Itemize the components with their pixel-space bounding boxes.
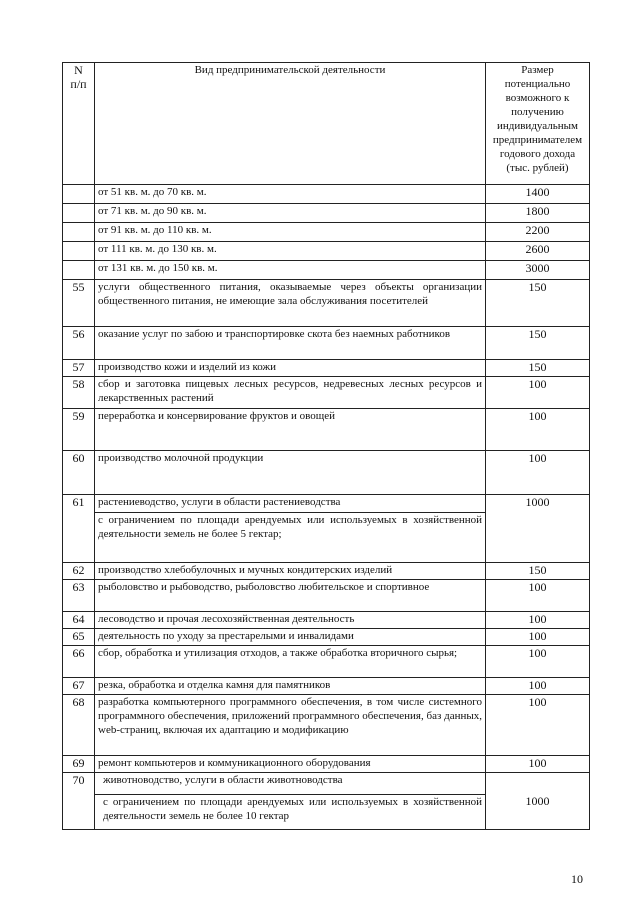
row-number: 55 bbox=[63, 280, 95, 327]
row-income: 100 bbox=[486, 451, 590, 495]
row-activity: животноводство, услуги в области животноводства bbox=[95, 773, 486, 795]
row-number bbox=[63, 261, 95, 280]
row-activity: переработка и консервирование фруктов и овощей bbox=[95, 409, 486, 451]
row-income: 1000 bbox=[486, 773, 590, 830]
table-row bbox=[63, 646, 590, 678]
row-income: 1800 bbox=[486, 204, 590, 223]
row-income: 100 bbox=[486, 756, 590, 773]
activity-table bbox=[62, 62, 590, 830]
row-number: 68 bbox=[63, 695, 95, 756]
row-income: 100 bbox=[486, 695, 590, 756]
table-row bbox=[63, 612, 590, 629]
row-number: 61 bbox=[63, 495, 95, 563]
row-number: 56 bbox=[63, 327, 95, 360]
row-activity: разработка компьютерного программного обеспечения, в том числе системного программного обеспечения, приложений программного обеспечения, баз данных, web-страниц, включая их адаптацию и модификацию bbox=[95, 695, 486, 756]
row-activity: от 111 кв. м. до 130 кв. м. bbox=[95, 242, 486, 261]
row-number bbox=[63, 185, 95, 204]
row-income: 100 bbox=[486, 612, 590, 629]
row-activity: производство кожи и изделий из кожи bbox=[95, 360, 486, 377]
row-activity: резка, обработка и отделка камня для памятников bbox=[95, 678, 486, 695]
row-income: 100 bbox=[486, 580, 590, 612]
table-row bbox=[63, 451, 590, 495]
row-income: 100 bbox=[486, 629, 590, 646]
table-row bbox=[63, 495, 590, 513]
row-activity: сбор, обработка и утилизация отходов, а также обработка вторичного сырья; bbox=[95, 646, 486, 678]
row-income: 100 bbox=[486, 409, 590, 451]
row-income: 150 bbox=[486, 327, 590, 360]
table-row bbox=[63, 409, 590, 451]
row-activity-restriction: с ограничением по площади арендуемых или используемых в хозяйственной деятельности земель не более 10 гектар bbox=[95, 795, 486, 830]
row-income: 1000 bbox=[486, 495, 590, 563]
table-row bbox=[63, 242, 590, 261]
row-activity: от 131 кв. м. до 150 кв. м. bbox=[95, 261, 486, 280]
row-number: 66 bbox=[63, 646, 95, 678]
table-row bbox=[63, 204, 590, 223]
row-number: 60 bbox=[63, 451, 95, 495]
row-activity: от 51 кв. м. до 70 кв. м. bbox=[95, 185, 486, 204]
row-activity-restriction: с ограничением по площади арендуемых или используемых в хозяйственной деятельности земель не более 5 гектар; bbox=[95, 513, 486, 563]
row-number: 62 bbox=[63, 563, 95, 580]
table-row bbox=[63, 223, 590, 242]
row-number: 65 bbox=[63, 629, 95, 646]
row-activity: производство молочной продукции bbox=[95, 451, 486, 495]
row-activity: производство хлебобулочных и мучных кондитерских изделий bbox=[95, 563, 486, 580]
header-number: N п/п bbox=[63, 63, 95, 185]
row-income: 100 bbox=[486, 678, 590, 695]
table-row bbox=[63, 629, 590, 646]
row-activity: сбор и заготовка пищевых лесных ресурсов, недревесных лесных ресурсов и лекарственных растений bbox=[95, 377, 486, 409]
table-row bbox=[63, 695, 590, 756]
row-number: 63 bbox=[63, 580, 95, 612]
row-number: 57 bbox=[63, 360, 95, 377]
header-activity: Вид предпринимательской деятельности bbox=[95, 63, 486, 185]
row-income: 100 bbox=[486, 377, 590, 409]
row-number: 58 bbox=[63, 377, 95, 409]
table-header-row bbox=[63, 63, 590, 185]
row-income: 1400 bbox=[486, 185, 590, 204]
row-number: 70 bbox=[63, 773, 95, 830]
row-income: 100 bbox=[486, 646, 590, 678]
row-number: 59 bbox=[63, 409, 95, 451]
table-row bbox=[63, 280, 590, 327]
row-number bbox=[63, 223, 95, 242]
row-income: 150 bbox=[486, 360, 590, 377]
row-activity: оказание услуг по забою и транспортировке скота без наемных работников bbox=[95, 327, 486, 360]
table-row bbox=[63, 377, 590, 409]
row-activity: деятельность по уходу за престарелыми и инвалидами bbox=[95, 629, 486, 646]
table-row bbox=[63, 327, 590, 360]
row-number bbox=[63, 204, 95, 223]
row-activity: ремонт компьютеров и коммуникационного оборудования bbox=[95, 756, 486, 773]
row-activity: услуги общественного питания, оказываемые через объекты организации общественного питания, не имеющие зала обслуживания посетителей bbox=[95, 280, 486, 327]
row-income: 150 bbox=[486, 563, 590, 580]
table-row bbox=[63, 678, 590, 695]
table-row bbox=[63, 580, 590, 612]
row-number: 64 bbox=[63, 612, 95, 629]
row-income: 3000 bbox=[486, 261, 590, 280]
row-activity: растениеводство, услуги в области растениеводства bbox=[95, 495, 486, 513]
row-activity: от 71 кв. м. до 90 кв. м. bbox=[95, 204, 486, 223]
table-row bbox=[63, 563, 590, 580]
row-activity: рыболовство и рыбоводство, рыболовство любительское и спортивное bbox=[95, 580, 486, 612]
table-row bbox=[63, 261, 590, 280]
row-income: 150 bbox=[486, 280, 590, 327]
row-number: 67 bbox=[63, 678, 95, 695]
table-row bbox=[63, 773, 590, 795]
row-activity: от 91 кв. м. до 110 кв. м. bbox=[95, 223, 486, 242]
row-number bbox=[63, 242, 95, 261]
header-income: Размер потенциально возможного к получению индивидуальным предпринимателем годового дохода (тыс. рублей) bbox=[486, 63, 590, 185]
table-row bbox=[63, 756, 590, 773]
row-activity: лесоводство и прочая лесохозяйственная деятельность bbox=[95, 612, 486, 629]
row-number: 69 bbox=[63, 756, 95, 773]
row-income: 2600 bbox=[486, 242, 590, 261]
page-number: 10 bbox=[571, 872, 583, 886]
row-income: 2200 bbox=[486, 223, 590, 242]
table-row bbox=[63, 360, 590, 377]
table-row bbox=[63, 185, 590, 204]
